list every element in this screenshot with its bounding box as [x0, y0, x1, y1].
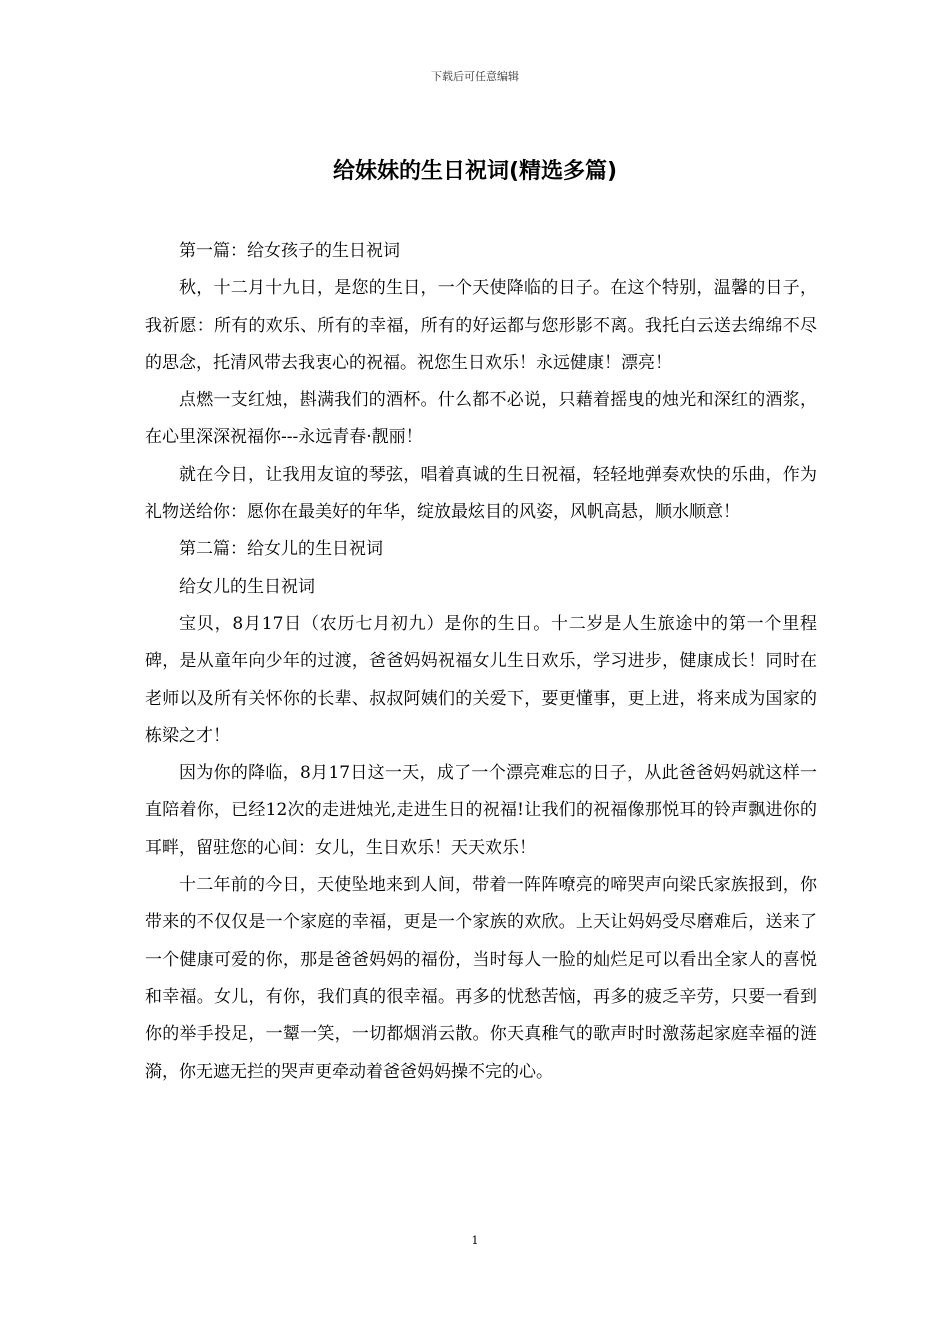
paragraph: 十二年前的今日，天使坠地来到人间，带着一阵阵嘹亮的啼哭声向梁氏家族报到，你带来的不仅仅是一个家庭的幸福，更是一个家族的欢欣。上天让妈妈受尽磨难后，送来了一个健康可爱的你，那是爸爸妈妈的福份，当时每人一脸的灿烂足可以看出全家人的喜悦和幸福。女儿，有你，我们真的很幸福。再多的忧愁苦恼，再多的疲乏辛劳，只要一看到你的举手投足，一颦一笑，一切都烟消云散。你天真稚气的歌声时时激荡起家庭幸福的涟漪，你无遮无拦的哭声更牵动着爸爸妈妈操不完的心。 [145, 875, 817, 1082]
document-body [145, 233, 817, 1091]
paragraph: 点燃一支红烛，斟满我们的酒杯。什么都不必说，只藉着摇曳的烛光和深红的酒浆，在心里深深祝福你---永远青春·靓丽！ [145, 390, 817, 448]
paragraph: 因为你的降临，8月17日这一天，成了一个漂亮难忘的日子，从此爸爸妈妈就这样一直陪着你，已经12次的走进烛光,走进生日的祝福!让我们的祝福像那悦耳的铃声飘进你的耳畔，留驻您的心间：女儿，生日欢乐！天天欢乐！ [145, 763, 817, 858]
document-title: 给妹妹的生日祝词(精选多篇) [332, 159, 618, 184]
paragraph: 宝贝，8月17日（农历七月初九）是你的生日。十二岁是人生旅途中的第一个里程碑，是从童年向少年的过渡，爸爸妈妈祝福女儿生日欢乐，学习进步，健康成长！同时在老师以及所有关怀你的长辈、叔叔阿姨们的关爱下，要更懂事，更上进，将来成为国家的栋梁之才！ [145, 613, 817, 746]
section-heading-1: 第一篇：给女孩子的生日祝词 [179, 241, 400, 261]
page-number: 1 [471, 1234, 479, 1247]
paragraph: 就在今日，让我用友谊的琴弦，唱着真诚的生日祝福，轻轻地弹奏欢快的乐曲，作为礼物送给你：愿你在最美好的年华，绽放最炫目的风姿，风帆高悬，顺水顺意！ [145, 464, 817, 523]
section-heading-2: 第二篇：给女儿的生日祝词 [179, 539, 383, 560]
page-header: 下载后可任意编辑 [431, 70, 519, 83]
paragraph: 秋，十二月十九日，是您的生日，一个天使降临的日子。在这个特别，温馨的日子，我祈愿：所有的欢乐、所有的幸福，所有的好运都与您形影不离。我托白云送去绵绵不尽的思念，托清风带去我衷心的祝福。祝您生日欢乐！永远健康！漂亮！ [145, 278, 817, 373]
sub-heading: 给女儿的生日祝词 [179, 576, 315, 597]
